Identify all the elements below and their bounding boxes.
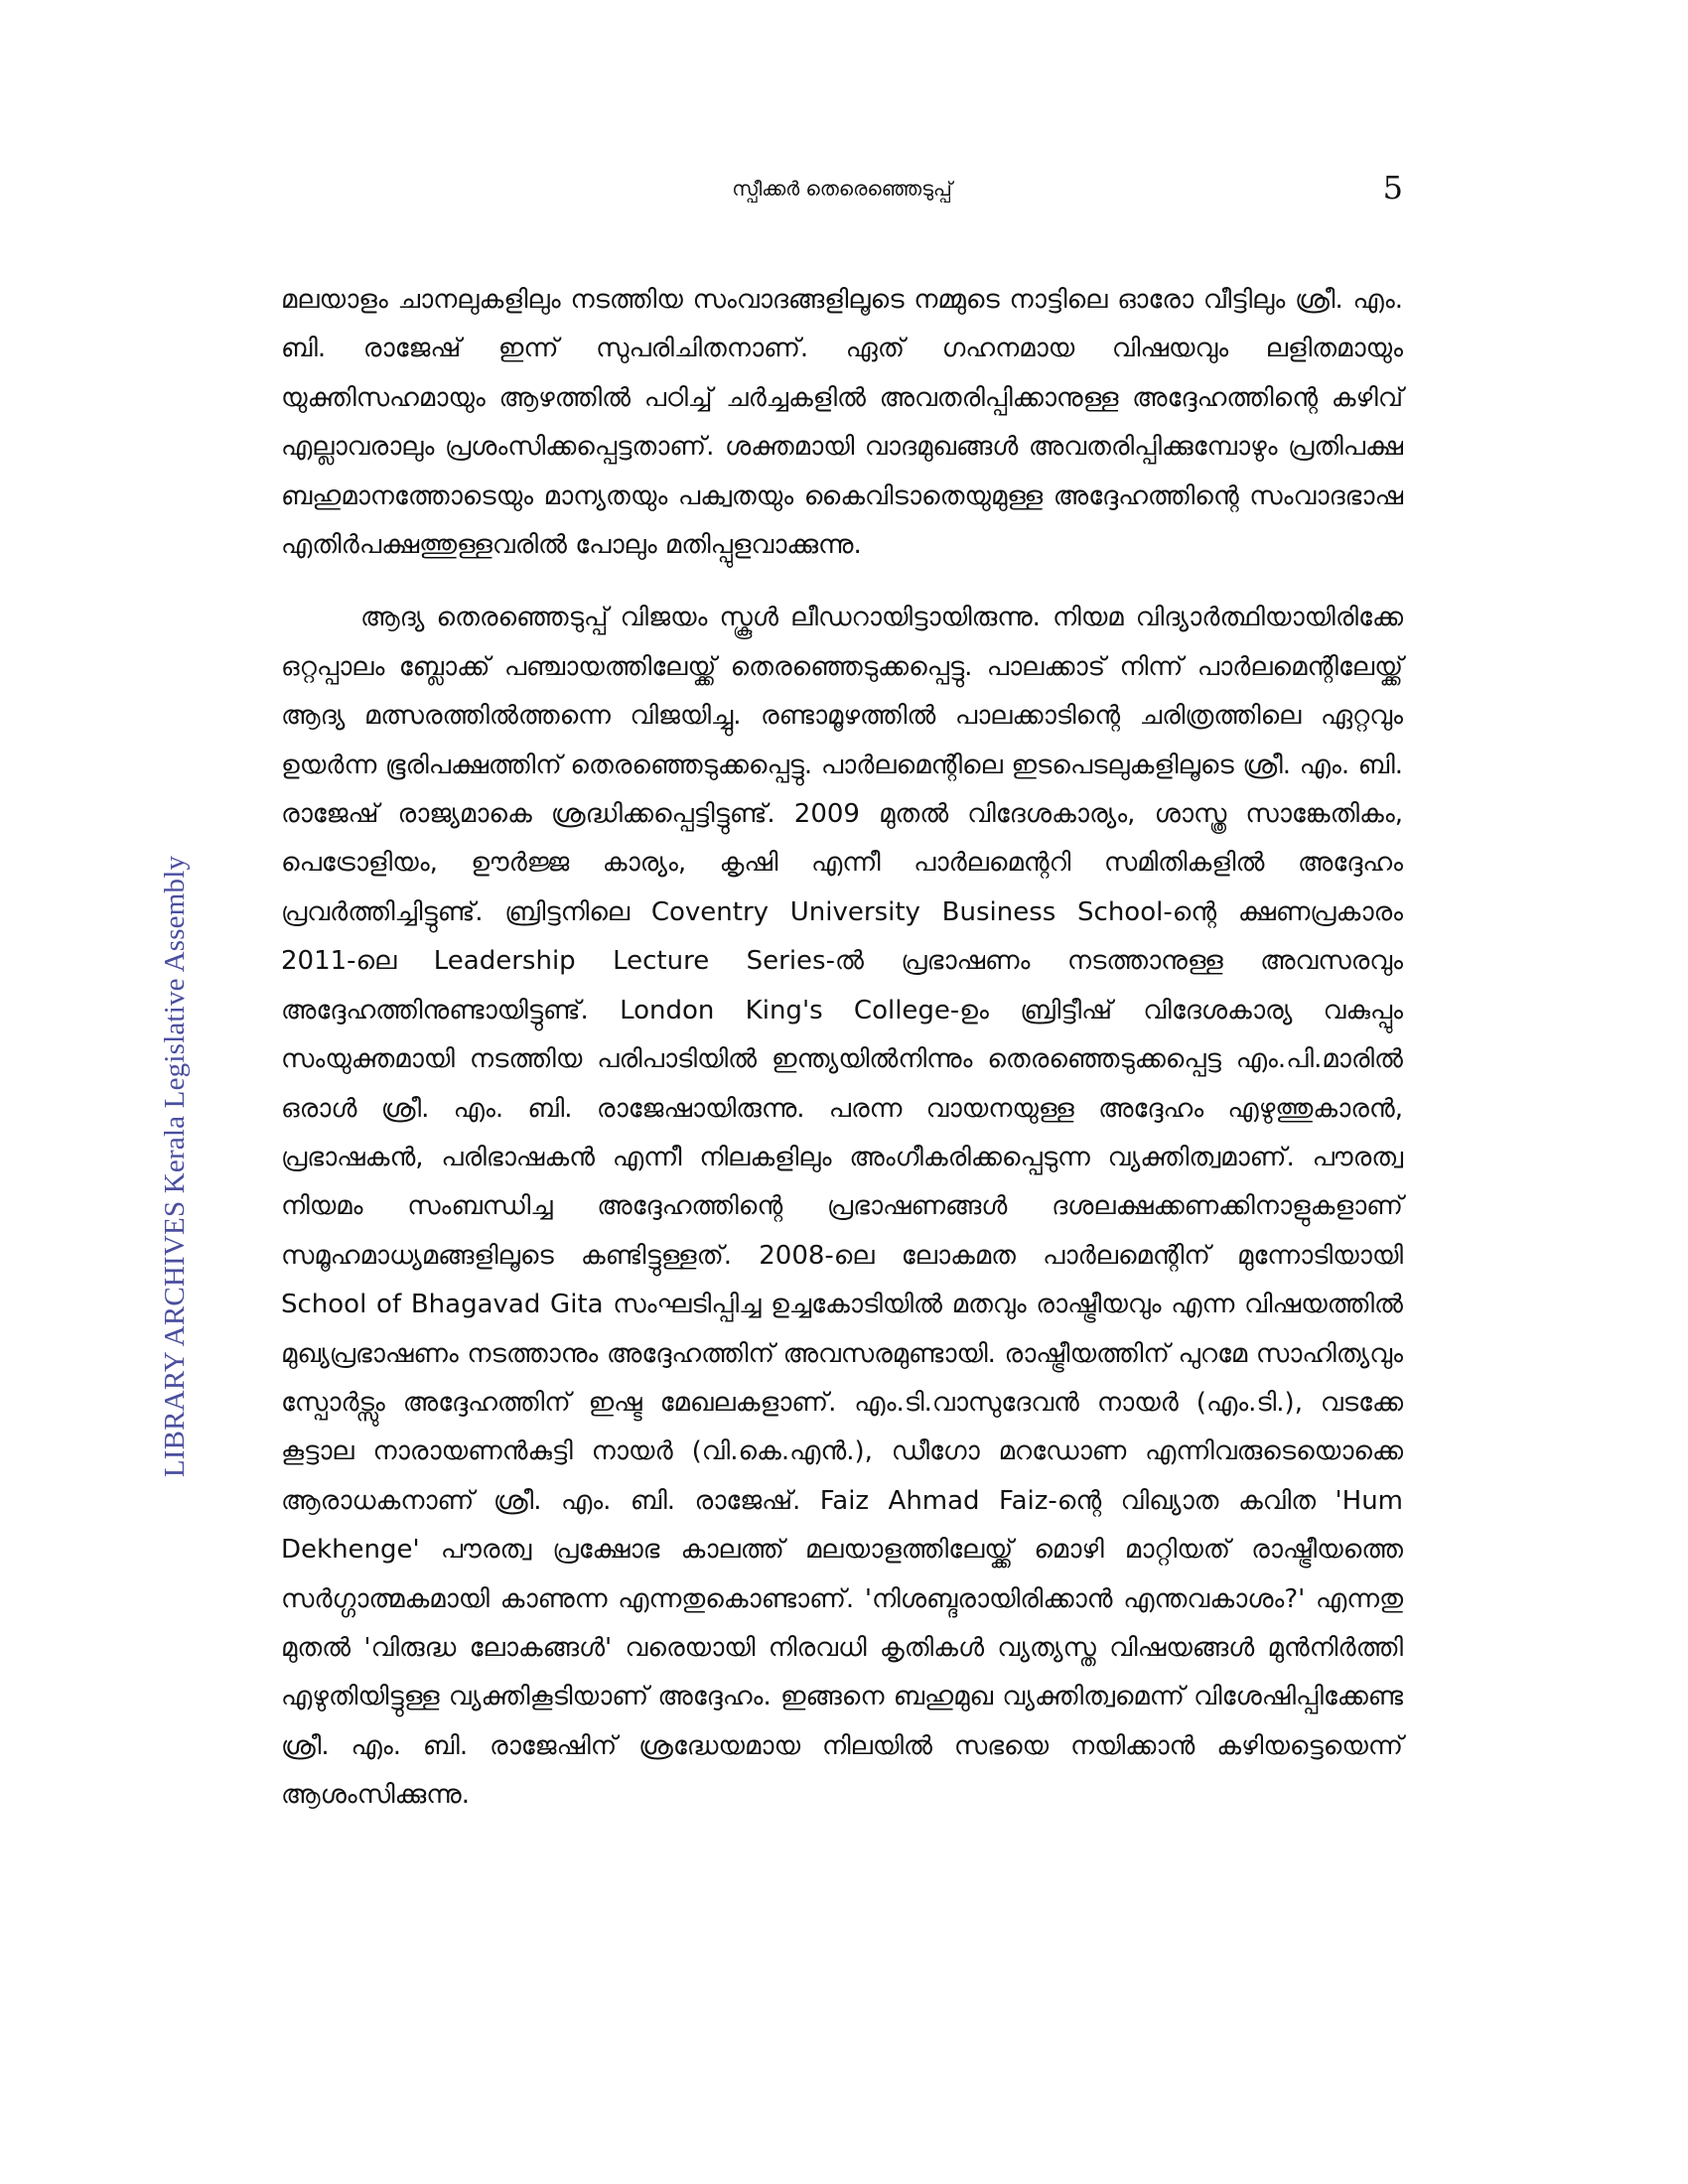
paragraph-career-profile: ആദ്യ തെരഞ്ഞെടുപ്പ് വിജയം സ്കൂൾ ലീഡറായിട്ടായിരുന്നു. നിയമ വിദ്യാർത്ഥിയായിരിക്കേ ഒറ്റപ്പാലം ബ്ലോക്ക് പഞ്ചായത്തിലേയ്ക്ക് തെരഞ്ഞെടുക്കപ്പെട്ടു. പാലക്കാട് നിന്ന് പാർലമെന്റിലേയ്ക്ക് ആദ്യ മത്സരത്തിൽത്തന്നെ വിജയിച്ചു. രണ്ടാമൂഴത്തിൽ പാലക്കാടിന്റെ ചരിത്രത്തിലെ ഏറ്റവും ഉയർന്ന ഭൂരിപക്ഷത്തിന് തെരഞ്ഞെടുക്കപ്പെട്ടു. പാർലമെന്റിലെ ഇടപെടലുകളിലൂടെ ശ്രീ. എം. ബി. രാജേഷ് രാജ്യമാകെ ശ്രദ്ധിക്കപ്പെട്ടിട്ടുണ്ട്. 2009 മുതൽ വിദേശകാര്യം, ശാസ്ത്ര സാങ്കേതികം, പെട്രോളിയം, ഊർജ്ജ കാര്യം, കൃഷി എന്നീ പാർലമെന്ററി സമിതികളിൽ അദ്ദേഹം പ്രവർത്തിച്ചിട്ടുണ്ട്. ബ്രിട്ടനിലെ Coventry University Business School-ന്റെ ക്ഷണപ്രകാരം 2011-ലെ Leadership Lecture Series-ൽ പ്രഭാഷണം നടത്താനുള്ള അവസരവും അദ്ദേഹത്തിനുണ്ടായിട്ടുണ്ട്. London King's College-ഉം ബ്രിട്ടീഷ് വിദേശകാര്യ വകുപ്പും സംയുക്തമായി നടത്തിയ പരിപാടിയിൽ ഇന്ത്യയിൽനിന്നും തെരഞ്ഞെടുക്കപ്പെട്ട എം.പി.മാരിൽ ഒരാൾ ശ്രീ. എം. ബി. രാജേഷായിരുന്നു. പരന്ന വായനയുള്ള അദ്ദേഹം എഴുത്തുകാരൻ, പ്രഭാഷകൻ, പരിഭാഷകൻ എന്നീ നിലകളിലും അംഗീകരിക്കപ്പെടുന്ന വ്യക്തിത്വമാണ്. പൗരത്വ നിയമം സംബന്ധിച്ച അദ്ദേഹത്തിന്റെ പ്രഭാഷണങ്ങൾ ദശലക്ഷക്കണക്കിനാളുകളാണ് സമൂഹമാധ്യമങ്ങളിലൂടെ കണ്ടിട്ടുള്ളത്. 2008-ലെ ലോകമത പാർലമെന്റിന് മുന്നോടിയായി School of Bhagavad Gita സംഘടിപ്പിച്ച ഉച്ചകോടിയിൽ മതവും രാഷ്ട്രീയവും എന്ന വിഷയത്തിൽ മുഖ്യപ്രഭാഷണം നടത്താനും അദ്ദേഹത്തിന് അവസരമുണ്ടായി. രാഷ്ട്രീയത്തിന് പുറമേ സാഹിത്യവും സ്പോർട്സും അദ്ദേഹത്തിന് ഇഷ്ട മേഖലകളാണ്. എം.ടി.വാസുദേവൻ നായർ (എം.ടി.), വടക്കേ കൂട്ടാല നാരായണൻകുട്ടി നായർ (വി.കെ.എൻ.), ഡീഗോ മറഡോണ എന്നിവരുടെയൊക്കെ ആരാധകനാണ് ശ്രീ. എം. ബി. രാജേഷ്. Faiz Ahmad Faiz-ന്റെ വിഖ്യാത കവിത 'Hum Dekhenge' പൗരത്വ പ്രക്ഷോഭ കാലത്ത് മലയാളത്തിലേയ്ക്ക് മൊഴി മാറ്റിയത് രാഷ്ട്രീയത്തെ സർഗ്ഗാത്മകമായി കാണുന്ന എന്നതുകൊണ്ടാണ്. 'നിശബ്ദരായിരിക്കാൻ എന്തവകാശം?' എന്നതു മുതൽ 'വിരുദ്ധ ലോകങ്ങൾ' വരെയായി നിരവധി കൃതികൾ വ്യത്യസ്ത വിഷയങ്ങൾ മുൻനിർത്തി എഴുതിയിട്ടുള്ള വ്യക്തികൂടിയാണ് അദ്ദേഹം. ഇങ്ങനെ ബഹുമുഖ വ്യക്തിത്വമെന്ന് വിശേഷിപ്പിക്കേണ്ട ശ്രീ. എം. ബി. രാജേഷിന് ശ്രദ്ധേയമായ നിലയിൽ സഭയെ നയിക്കാൻ കഴിയട്ടെയെന്ന് ആശംസിക്കുന്നു. xyxy=(281,603,1403,1811)
running-header-title: സ്പീക്കർ തെരെഞ്ഞെടുപ്പ് xyxy=(732,177,952,201)
archive-watermark: LIBRARY ARCHIVES Kerala Legislative Assembly xyxy=(159,855,191,1478)
running-header xyxy=(281,171,1403,214)
page-number: 5 xyxy=(1382,169,1403,206)
body-text xyxy=(281,276,1403,1821)
paragraph-debate-skills: മലയാളം ചാനലുകളിലും നടത്തിയ സംവാദങ്ങളിലൂടെ നമ്മുടെ നാട്ടിലെ ഓരോ വീട്ടിലും ശ്രീ. എം. ബി. രാജേഷ് ഇന്ന് സുപരിചിതനാണ്. ഏത് ഗഹനമായ വിഷയവും ലളിതമായും യുക്തിസഹമായും ആഴത്തിൽ പഠിച്ച് ചർച്ചകളിൽ അവതരിപ്പിക്കാനുള്ള അദ്ദേഹത്തിന്റെ കഴിവ് എല്ലാവരാലും പ്രശംസിക്കപ്പെട്ടതാണ്. ശക്തമായി വാദമുഖങ്ങൾ അവതരിപ്പിക്കുമ്പോഴും പ്രതിപക്ഷ ബഹുമാനത്തോടെയും മാന്യതയും പക്വതയും കൈവിടാതെയുമുള്ള അദ്ദേഹത്തിന്റെ സംവാദഭാഷ എതിർപക്ഷത്തുള്ളവരിൽ പോലും മതിപ്പുളവാക്കുന്നു. xyxy=(281,285,1403,561)
